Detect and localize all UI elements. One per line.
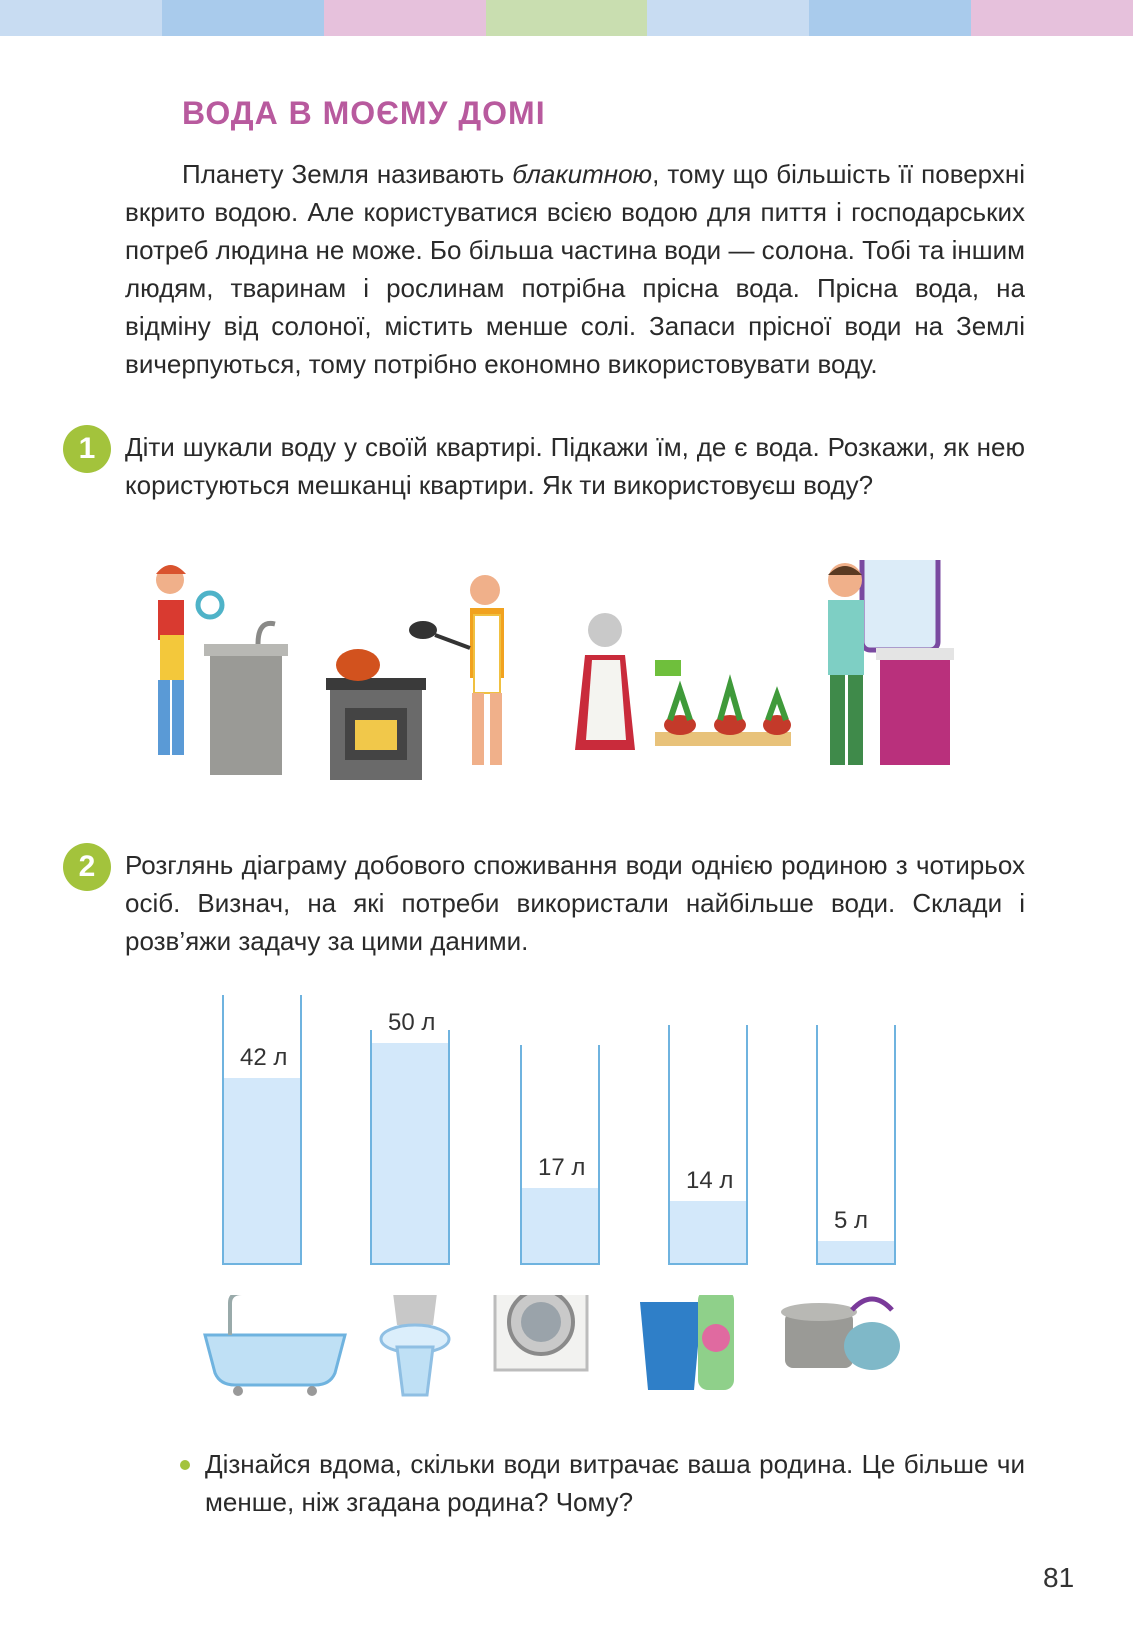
top-bar-segment	[486, 0, 648, 36]
toilet-icon	[381, 1295, 449, 1395]
chart-value-label: 14 л	[686, 1167, 734, 1195]
chart-bar-tube	[668, 1025, 748, 1265]
intro-text-1: Планету Земля називають	[182, 159, 513, 189]
bullet-dot	[180, 1460, 190, 1470]
intro-text-2: , тому що більшість її поверхні вкрито водою. Але користуватися всією водою для пиття і господарських потреб людина не може. Бо більша частина води — солона. Тобі та іншим людям, тваринам і рослинам потрібна прісна вода. Прісна вода, на відміну від солоної, містить менше солі. Запаси прісної води на Землі вичерпуються, тому потрібно економно використовувати воду.	[125, 159, 1025, 379]
top-bar-segment	[809, 0, 971, 36]
chart-value-label: 5 л	[834, 1207, 869, 1234]
pot-and-kettle-icon	[781, 1299, 900, 1370]
top-bar-segment	[647, 0, 809, 36]
top-bar-segment	[0, 0, 162, 36]
intro-italic-word: блакитною	[512, 159, 653, 189]
boy-brushing-teeth	[828, 560, 954, 765]
top-bar-segment	[324, 0, 486, 36]
washing-machine-icon	[495, 1295, 587, 1370]
bathtub-icon	[205, 1295, 345, 1396]
top-color-bar	[0, 0, 1133, 36]
page-number: 81	[1043, 1562, 1075, 1593]
chart-bar-fill	[818, 1241, 894, 1263]
stove-with-kettle	[326, 649, 426, 780]
woman-washing-dishes	[156, 565, 288, 775]
chart-bar-fill	[522, 1188, 598, 1263]
task-1-text: Діти шукали воду у своїй квартирі. Підкажи їм, де є вода. Розкажи, як нею користуються мешканці квартири. Як ти використовуєш воду?	[125, 432, 1025, 500]
home-task-text: Дізнайся вдома, скільки води витрачає ваша родина. Це більше чи менше, ніж згадана родина? Чому?	[205, 1449, 1025, 1517]
top-bar-segment	[162, 0, 324, 36]
page-title: ВОДА В МОЄМУ ДОМІ	[182, 95, 546, 131]
grandma-watering-plants	[575, 613, 791, 750]
chart-bar-tube	[222, 995, 302, 1265]
task-2-text: Розглянь діаграму добового споживання води однією родиною з чотирьох осіб. Визнач, на які потреби використали найбільше води. Склади і розв’яжи задачу за цими даними.	[125, 850, 1025, 956]
task-1-badge: 1	[63, 425, 111, 473]
apartment-scene-illustration	[140, 560, 1020, 830]
chart-value-label: 42 л	[240, 1044, 288, 1072]
category-icons	[200, 1295, 960, 1435]
cleaning-bucket-icon	[640, 1295, 734, 1390]
chart-bar-fill	[224, 1078, 300, 1263]
chart-bar-fill	[670, 1201, 746, 1263]
intro-paragraph	[125, 155, 1025, 383]
task-2-badge: 2	[63, 843, 111, 891]
chart-bar-fill	[372, 1043, 448, 1263]
chart-value-label: 17 л	[538, 1154, 586, 1182]
chart-bar-tube	[370, 1030, 450, 1265]
man-with-pan	[409, 575, 504, 765]
chart-value-label: 50 л	[388, 1009, 436, 1036]
top-bar-segment	[971, 0, 1133, 36]
